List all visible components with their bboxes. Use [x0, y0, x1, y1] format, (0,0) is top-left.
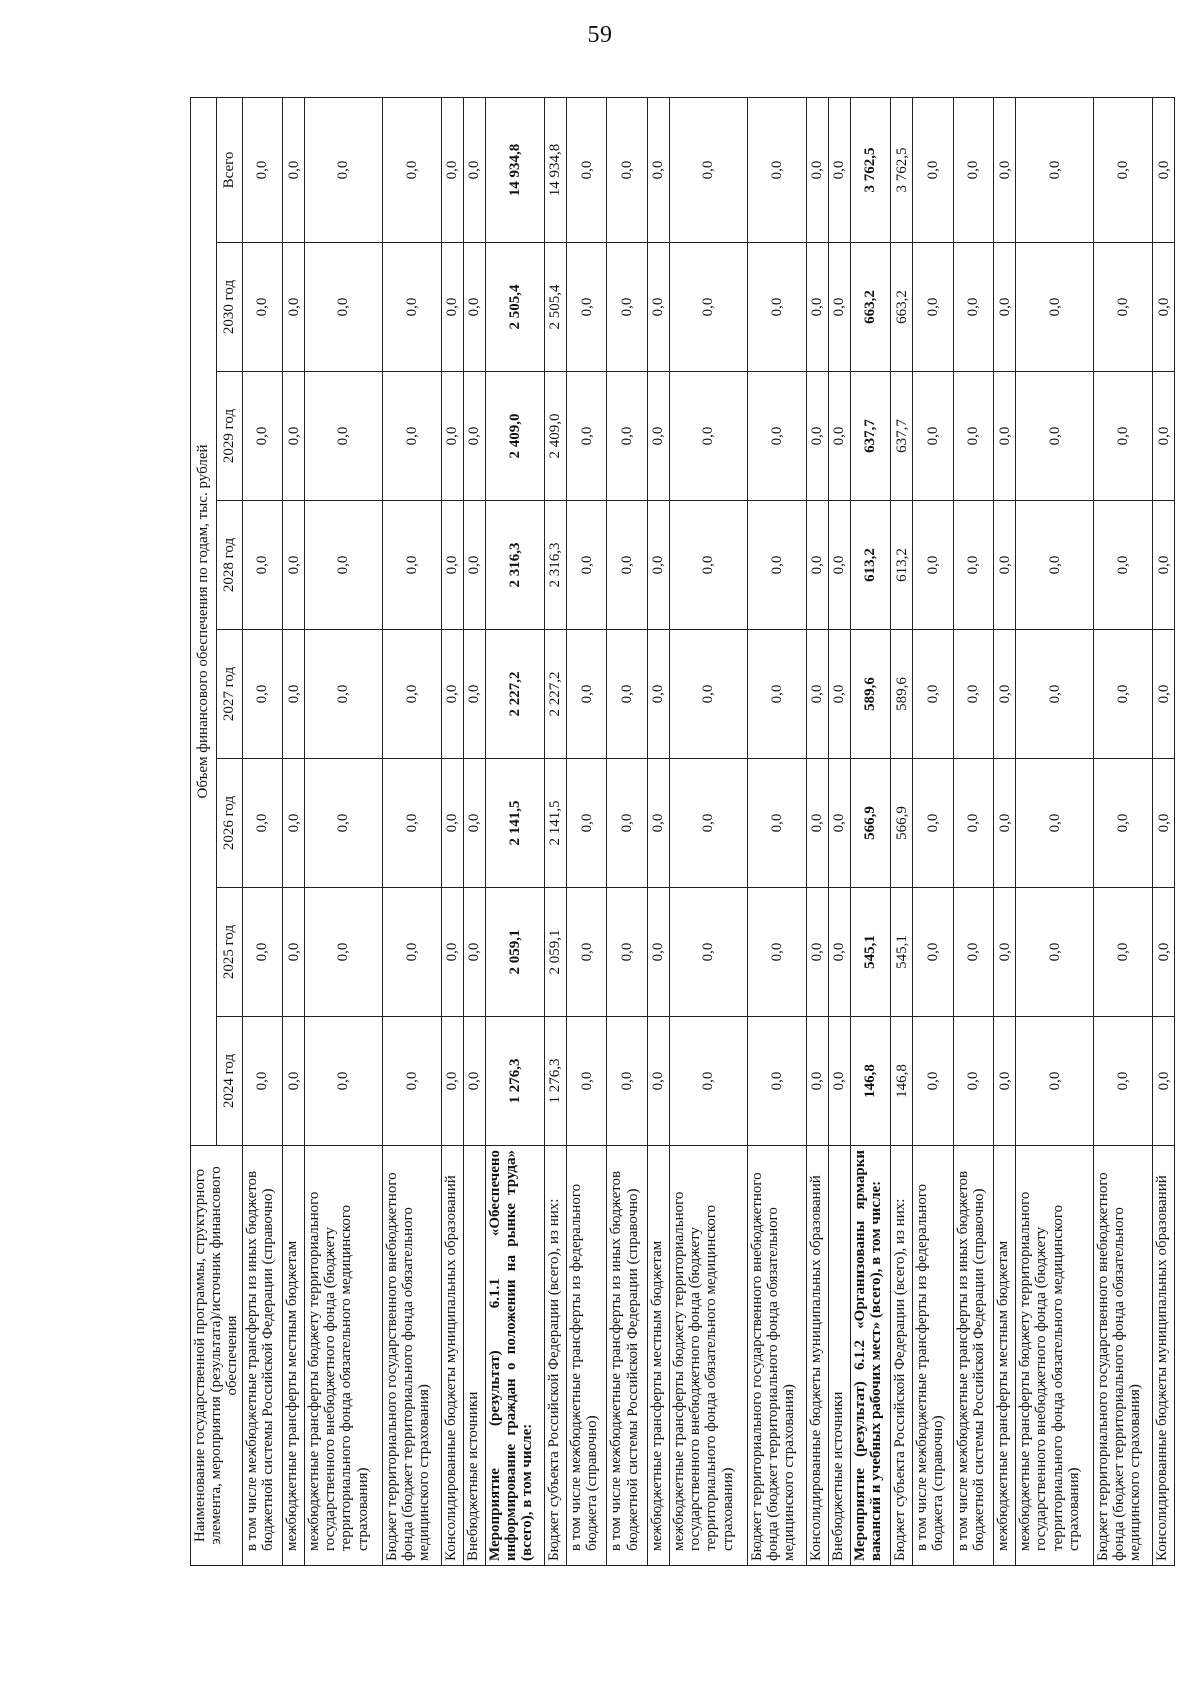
row-year-value: 0,0: [669, 243, 747, 372]
row-total-value: 0,0: [806, 97, 828, 242]
row-year-value: 663,2: [891, 243, 913, 372]
table-row: [669, 97, 747, 1565]
row-year-value: 146,8: [891, 1017, 913, 1146]
row-year-value: 0,0: [1016, 759, 1094, 888]
row-source-name: межбюджетные трансферты местным бюджетам: [283, 1146, 305, 1566]
table-row: [485, 97, 544, 1565]
row-source-name: Бюджет территориального государственного внебюджетного фонда (бюджет территориального фонда обязательного медицинского страхования): [747, 1146, 806, 1566]
row-year-value: 637,7: [891, 372, 913, 501]
row-year-value: 0,0: [1016, 501, 1094, 630]
row-year-value: 0,0: [607, 372, 648, 501]
row-total-value: 0,0: [566, 97, 607, 242]
row-year-value: 0,0: [463, 501, 485, 630]
row-year-value: 2 409,0: [485, 372, 544, 501]
row-year-value: 566,9: [850, 759, 891, 888]
row-year-value: 0,0: [566, 759, 607, 888]
row-year-value: 0,0: [1093, 243, 1152, 372]
row-year-value: 0,0: [1153, 1017, 1175, 1146]
row-source-name: в том числе межбюджетные трансферты из иных бюджетов бюджетной системы Российской Федерации (справочно): [953, 1146, 994, 1566]
row-year-value: 0,0: [994, 501, 1016, 630]
row-year-value: 0,0: [1016, 888, 1094, 1017]
financing-table-container: [190, 98, 1172, 1566]
row-total-value: 3 762,5: [850, 97, 891, 242]
row-total-value: 0,0: [305, 97, 383, 242]
row-year-value: 589,6: [891, 630, 913, 759]
row-year-value: 0,0: [242, 501, 283, 630]
table-row: [283, 97, 305, 1565]
rotated-table-frame: [190, 98, 1172, 1566]
header-year-2030: 2030 год: [216, 243, 242, 372]
row-total-value: 0,0: [382, 97, 441, 242]
row-year-value: 0,0: [747, 759, 806, 888]
row-year-value: 0,0: [441, 759, 463, 888]
row-year-value: 0,0: [994, 372, 1016, 501]
row-year-value: 2 227,2: [544, 630, 566, 759]
row-year-value: 0,0: [382, 501, 441, 630]
row-year-value: 0,0: [953, 372, 994, 501]
row-year-value: 0,0: [953, 1017, 994, 1146]
row-source-name: Консолидированные бюджеты муниципальных образований: [806, 1146, 828, 1566]
row-year-value: 0,0: [441, 372, 463, 501]
row-year-value: 0,0: [1093, 759, 1152, 888]
table-row: [463, 97, 485, 1565]
row-year-value: 0,0: [305, 888, 383, 1017]
row-year-value: 0,0: [283, 243, 305, 372]
row-year-value: 0,0: [382, 888, 441, 1017]
row-year-value: 0,0: [994, 888, 1016, 1017]
header-year-2024: 2024 год: [216, 1017, 242, 1146]
row-total-value: 0,0: [994, 97, 1016, 242]
row-year-value: 0,0: [283, 759, 305, 888]
row-year-value: 0,0: [1093, 1017, 1152, 1146]
row-total-value: 0,0: [242, 97, 283, 242]
row-source-name: в том числе межбюджетные трансферты из федерального бюджета (справочно): [913, 1146, 954, 1566]
row-year-value: 0,0: [913, 501, 954, 630]
row-total-value: 14 934,8: [485, 97, 544, 242]
row-year-value: 0,0: [647, 1017, 669, 1146]
row-source-name: Консолидированные бюджеты муниципальных образований: [1153, 1146, 1175, 1566]
row-year-value: 0,0: [1016, 372, 1094, 501]
row-year-value: 0,0: [283, 888, 305, 1017]
row-year-value: 0,0: [242, 243, 283, 372]
row-year-value: 0,0: [828, 759, 850, 888]
row-year-value: 0,0: [242, 888, 283, 1017]
row-year-value: 0,0: [669, 759, 747, 888]
row-year-value: 2 505,4: [544, 243, 566, 372]
row-year-value: 0,0: [994, 630, 1016, 759]
row-year-value: 545,1: [891, 888, 913, 1017]
row-year-value: 0,0: [441, 1017, 463, 1146]
row-year-value: 2 141,5: [485, 759, 544, 888]
row-year-value: 0,0: [647, 501, 669, 630]
row-year-value: 663,2: [850, 243, 891, 372]
row-year-value: 0,0: [283, 372, 305, 501]
row-year-value: 566,9: [891, 759, 913, 888]
header-year-2026: 2026 год: [216, 759, 242, 888]
row-year-value: 0,0: [669, 630, 747, 759]
row-year-value: 0,0: [463, 759, 485, 888]
row-year-value: 146,8: [850, 1017, 891, 1146]
header-name-column: Наименование государственной программы, структурного элемента, мероприятия (результата)/источник финансового обеспечения: [191, 1146, 243, 1566]
row-year-value: 0,0: [669, 501, 747, 630]
row-year-value: 0,0: [305, 759, 383, 888]
table-row: [441, 97, 463, 1565]
row-source-name: межбюджетные трансферты местным бюджетам: [647, 1146, 669, 1566]
row-total-value: 0,0: [463, 97, 485, 242]
row-year-value: 0,0: [647, 630, 669, 759]
table-row: [891, 97, 913, 1565]
row-source-name: Бюджет субъекта Российской Федерации (всего), из них:: [891, 1146, 913, 1566]
row-year-value: 0,0: [566, 243, 607, 372]
row-year-value: 0,0: [242, 630, 283, 759]
table-row: [806, 97, 828, 1565]
row-year-value: 0,0: [994, 1017, 1016, 1146]
row-year-value: 0,0: [1153, 501, 1175, 630]
row-year-value: 0,0: [1153, 759, 1175, 888]
row-source-name: межбюджетные трансферты бюджету территориального государственного внебюджетного фонда (бюджету территориального фонда обязательного медицинского страхования): [305, 1146, 383, 1566]
row-year-value: 0,0: [1016, 630, 1094, 759]
table-header: [191, 97, 243, 1565]
header-year-2028: 2028 год: [216, 501, 242, 630]
row-year-value: 0,0: [747, 243, 806, 372]
table-row: [607, 97, 648, 1565]
row-year-value: 0,0: [994, 243, 1016, 372]
row-year-value: 0,0: [953, 888, 994, 1017]
row-year-value: 0,0: [747, 630, 806, 759]
row-total-value: 0,0: [1016, 97, 1094, 242]
row-year-value: 0,0: [913, 372, 954, 501]
row-total-value: 0,0: [647, 97, 669, 242]
row-year-value: 0,0: [1093, 888, 1152, 1017]
row-total-value: 0,0: [747, 97, 806, 242]
row-year-value: 0,0: [806, 243, 828, 372]
row-year-value: 637,7: [850, 372, 891, 501]
row-year-value: 0,0: [953, 501, 994, 630]
header-funding-group: Объем финансового обеспечения по годам, тыс. рублей: [191, 97, 217, 1145]
table-row: [566, 97, 607, 1565]
row-year-value: 0,0: [463, 630, 485, 759]
row-year-value: 1 276,3: [485, 1017, 544, 1146]
row-year-value: 0,0: [305, 1017, 383, 1146]
row-year-value: 0,0: [647, 243, 669, 372]
row-year-value: 0,0: [747, 372, 806, 501]
row-year-value: 0,0: [806, 888, 828, 1017]
table-row: [828, 97, 850, 1565]
row-year-value: 0,0: [1093, 630, 1152, 759]
row-year-value: 0,0: [913, 1017, 954, 1146]
row-source-name: Бюджет территориального государственного внебюджетного фонда (бюджет территориального фонда обязательного медицинского страхования): [1093, 1146, 1152, 1566]
row-total-value: 0,0: [669, 97, 747, 242]
row-total-value: 0,0: [913, 97, 954, 242]
row-year-value: 0,0: [607, 759, 648, 888]
row-year-value: 0,0: [382, 372, 441, 501]
row-year-value: 0,0: [669, 372, 747, 501]
row-year-value: 0,0: [647, 372, 669, 501]
row-year-value: 0,0: [913, 630, 954, 759]
row-total-value: 3 762,5: [891, 97, 913, 242]
row-year-value: 0,0: [463, 1017, 485, 1146]
row-source-name: межбюджетные трансферты бюджету территориального государственного внебюджетного фонда (бюджету территориального фонда обязательного медицинского страхования): [669, 1146, 747, 1566]
page-number: 59: [587, 22, 613, 48]
row-year-value: 0,0: [828, 243, 850, 372]
row-year-value: 0,0: [913, 759, 954, 888]
row-year-value: 2 141,5: [544, 759, 566, 888]
table-row: [242, 97, 283, 1565]
row-total-value: 0,0: [607, 97, 648, 242]
row-year-value: 0,0: [566, 501, 607, 630]
table-row: [913, 97, 954, 1565]
row-year-value: 589,6: [850, 630, 891, 759]
row-year-value: 0,0: [441, 630, 463, 759]
row-year-value: 0,0: [382, 759, 441, 888]
header-year-2027: 2027 год: [216, 630, 242, 759]
row-year-value: 0,0: [566, 888, 607, 1017]
row-year-value: 2 505,4: [485, 243, 544, 372]
row-year-value: 0,0: [382, 630, 441, 759]
row-year-value: 0,0: [828, 888, 850, 1017]
row-year-value: 0,0: [305, 372, 383, 501]
row-total-value: 0,0: [1153, 97, 1175, 242]
row-year-value: 0,0: [806, 501, 828, 630]
row-year-value: 1 276,3: [544, 1017, 566, 1146]
table-row: [382, 97, 441, 1565]
row-source-name: Бюджет территориального государственного внебюджетного фонда (бюджет территориального фонда обязательного медицинского страхования): [382, 1146, 441, 1566]
row-year-value: 2 227,2: [485, 630, 544, 759]
row-year-value: 0,0: [283, 630, 305, 759]
row-source-name: Внебюджетные источники: [463, 1146, 485, 1566]
row-total-value: 0,0: [828, 97, 850, 242]
row-year-value: 0,0: [305, 243, 383, 372]
row-year-value: 0,0: [747, 501, 806, 630]
row-year-value: 0,0: [747, 1017, 806, 1146]
header-year-2025: 2025 год: [216, 888, 242, 1017]
row-year-value: 0,0: [283, 501, 305, 630]
table-row: [953, 97, 994, 1565]
table-row: [1093, 97, 1152, 1565]
row-year-value: 0,0: [242, 1017, 283, 1146]
row-year-value: 613,2: [891, 501, 913, 630]
row-year-value: 0,0: [669, 888, 747, 1017]
row-year-value: 0,0: [566, 1017, 607, 1146]
row-source-name: Мероприятие (результат) 6.1.1 «Обеспечено информирование граждан о положении на рынке труда» (всего), в том числе:: [485, 1146, 544, 1566]
row-year-value: 0,0: [1016, 1017, 1094, 1146]
row-year-value: 0,0: [1093, 501, 1152, 630]
row-year-value: 0,0: [1153, 630, 1175, 759]
row-year-value: 0,0: [607, 243, 648, 372]
row-source-name: Бюджет субъекта Российской Федерации (всего), из них:: [544, 1146, 566, 1566]
row-year-value: 2 059,1: [544, 888, 566, 1017]
row-source-name: межбюджетные трансферты местным бюджетам: [994, 1146, 1016, 1566]
row-year-value: 0,0: [953, 630, 994, 759]
row-year-value: 0,0: [1016, 243, 1094, 372]
row-year-value: 0,0: [1153, 243, 1175, 372]
row-year-value: 0,0: [647, 759, 669, 888]
table-body: [242, 97, 1175, 1565]
row-year-value: 0,0: [806, 630, 828, 759]
row-year-value: 0,0: [305, 501, 383, 630]
row-year-value: 0,0: [441, 243, 463, 372]
row-year-value: 0,0: [242, 759, 283, 888]
row-year-value: 0,0: [806, 759, 828, 888]
row-source-name: межбюджетные трансферты бюджету территориального государственного внебюджетного фонда (бюджету территориального фонда обязательного медицинского страхования): [1016, 1146, 1094, 1566]
row-source-name: Мероприятие (результат) 6.1.2 «Организованы ярмарки вакансий и учебных рабочих мест» (всего), в том числе:: [850, 1146, 891, 1566]
financing-table: [190, 97, 1175, 1566]
header-year-2029: 2029 год: [216, 372, 242, 501]
row-year-value: 0,0: [953, 243, 994, 372]
row-year-value: 0,0: [242, 372, 283, 501]
table-row: [994, 97, 1016, 1565]
row-year-value: 2 316,3: [485, 501, 544, 630]
row-year-value: 0,0: [953, 759, 994, 888]
row-year-value: 0,0: [913, 243, 954, 372]
row-total-value: 0,0: [953, 97, 994, 242]
row-year-value: 0,0: [1093, 372, 1152, 501]
row-year-value: 545,1: [850, 888, 891, 1017]
row-source-name: Внебюджетные источники: [828, 1146, 850, 1566]
row-year-value: 0,0: [828, 630, 850, 759]
row-year-value: 0,0: [1153, 888, 1175, 1017]
row-year-value: 0,0: [607, 1017, 648, 1146]
row-total-value: 0,0: [1093, 97, 1152, 242]
row-total-value: 14 934,8: [544, 97, 566, 242]
table-row: [647, 97, 669, 1565]
row-year-value: 0,0: [463, 888, 485, 1017]
table-row: [544, 97, 566, 1565]
table-row: [747, 97, 806, 1565]
row-year-value: 2 316,3: [544, 501, 566, 630]
row-source-name: Консолидированные бюджеты муниципальных образований: [441, 1146, 463, 1566]
row-year-value: 0,0: [283, 1017, 305, 1146]
row-year-value: 0,0: [607, 888, 648, 1017]
row-year-value: 0,0: [566, 372, 607, 501]
row-total-value: 0,0: [441, 97, 463, 242]
row-year-value: 0,0: [607, 501, 648, 630]
row-year-value: 0,0: [566, 630, 607, 759]
row-year-value: 0,0: [747, 888, 806, 1017]
row-year-value: 0,0: [828, 501, 850, 630]
row-year-value: 0,0: [994, 759, 1016, 888]
row-year-value: 0,0: [806, 372, 828, 501]
row-year-value: 0,0: [441, 888, 463, 1017]
row-year-value: 0,0: [806, 1017, 828, 1146]
row-year-value: 0,0: [669, 1017, 747, 1146]
row-year-value: 2 059,1: [485, 888, 544, 1017]
table-row: [305, 97, 383, 1565]
table-row: [1153, 97, 1175, 1565]
table-row: [1016, 97, 1094, 1565]
row-year-value: 0,0: [463, 243, 485, 372]
row-source-name: в том числе межбюджетные трансферты из иных бюджетов бюджетной системы Российской Федерации (справочно): [242, 1146, 283, 1566]
row-year-value: 613,2: [850, 501, 891, 630]
row-year-value: 0,0: [382, 1017, 441, 1146]
header-total: Всего: [216, 97, 242, 242]
row-year-value: 0,0: [647, 888, 669, 1017]
row-year-value: 0,0: [305, 630, 383, 759]
row-year-value: 0,0: [1153, 372, 1175, 501]
row-year-value: 0,0: [607, 630, 648, 759]
row-year-value: 0,0: [463, 372, 485, 501]
row-total-value: 0,0: [283, 97, 305, 242]
row-source-name: в том числе межбюджетные трансферты из федерального бюджета (справочно): [566, 1146, 607, 1566]
table-row: [850, 97, 891, 1565]
row-year-value: 0,0: [382, 243, 441, 372]
row-year-value: 0,0: [828, 372, 850, 501]
row-year-value: 0,0: [441, 501, 463, 630]
row-year-value: 2 409,0: [544, 372, 566, 501]
row-source-name: в том числе межбюджетные трансферты из иных бюджетов бюджетной системы Российской Федерации (справочно): [607, 1146, 648, 1566]
row-year-value: 0,0: [913, 888, 954, 1017]
row-year-value: 0,0: [828, 1017, 850, 1146]
